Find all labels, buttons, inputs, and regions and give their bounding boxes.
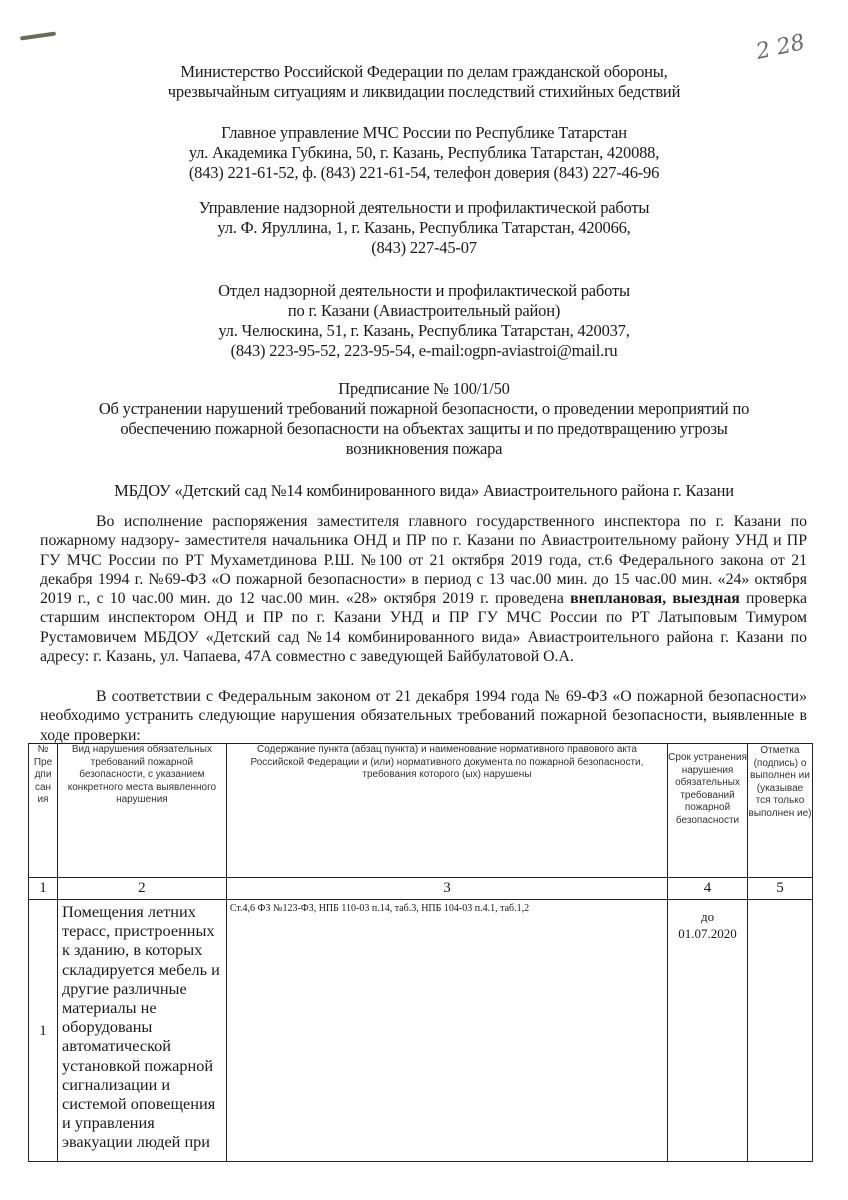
completion-mark xyxy=(748,900,813,1162)
paragraph-text: Во исполнение распоряжения заместителя главного государственного инспектора по г. Казани по пожарному надзору- заместителя начальника ОНД и ПР по г. Казани по Авиастроительному району УНД и ПР ГУ МЧС России по РТ Мухаметдинова Р.Ш. №100 от 21 октября 2019 года, ст.6 Федерального закона от 21 декабря 1994 г. №69-ФЗ «О пожарной безопасности» в период с 13 час.00 мин. до 15 час.00 мин. «24» октября 2019 г., с 10 час.00 мин. до 12 час.00 мин. «28» октября 2019 г. проведена xyxy=(40,513,807,608)
table-row xyxy=(29,900,813,1162)
directorate-phones: (843) 221-61-52, ф. (843) 221-61-54, телефон доверия (843) 227-46-96 xyxy=(188,163,660,182)
department-contacts: (843) 223-95-52, 223-95-54, e-mail:ogpn-aviastroi@mail.ru xyxy=(230,341,618,360)
supervision-address: ул. Ф. Яруллина, 1, г. Казань, Республика Татарстан, 420066, xyxy=(217,218,631,237)
organization-name: МБДОУ «Детский сад №14 комбинированного вида» Авиастроительного района г. Казани xyxy=(114,481,734,500)
row-number: 1 xyxy=(29,900,58,1162)
header-mark: Отметка (подпись) о выполнен ии (указывае тся только выполнен ие) xyxy=(748,744,813,878)
department-name: Отдел надзорной деятельности и профилактической работы xyxy=(218,281,630,300)
column-number: 4 xyxy=(668,878,748,900)
violation-description: Помещения летних терасс, пристроенных к зданию, в которых складируется мебель и другие различные материалы не оборудованы автоматической установкой пожарной сигнализации и системой оповещения и управления эвакуации людей при xyxy=(57,900,226,1162)
order-subject-line: обеспечению пожарной безопасности на объектах защиты и по предотвращению угрозы xyxy=(120,419,728,438)
paragraph-text: В соответствии с Федеральным законом от 21 декабря 1994 года № 69-ФЗ «О пожарной безопасности» необходимо устранить следующие нарушения обязательных требований пожарной безопасности, выявленные в ходе проверки: xyxy=(40,688,807,744)
ministry-line: чрезвычайным ситуациям и ликвидации последствий стихийных бедствий xyxy=(167,82,681,101)
header-reference: Содержание пункта (абзац пункта) и наименование нормативного правового акта Российской Федерации и (или) нормативного документа по пожарной безопасности, требования которого (ых) нарушены xyxy=(226,744,667,878)
violations-table xyxy=(28,743,813,1162)
order-number: Предписание № 100/1/50 xyxy=(338,379,510,398)
column-number: 5 xyxy=(748,878,813,900)
column-number: 3 xyxy=(226,878,667,900)
violation-reference: Ст.4,6 ФЗ №123-ФЗ, НПБ 110-03 п.14, таб.3, НПБ 104-03 п.4.1, таб.1,2 xyxy=(226,900,667,1162)
department-block xyxy=(100,281,748,361)
directorate-name: Главное управление МЧС России по Республике Татарстан xyxy=(221,123,627,142)
table-header-row xyxy=(29,744,813,878)
deadline-cell xyxy=(668,900,748,1162)
directorate-address: ул. Академика Губкина, 50, г. Казань, Республика Татарстан, 420088, xyxy=(188,143,660,162)
inspection-paragraph xyxy=(40,512,807,666)
handwritten-page-number: 2 28 xyxy=(753,30,808,65)
header-deadline: Срок устранения нарушения обязательных требований пожарной безопасности xyxy=(668,744,748,878)
department-address: ул. Челюскина, 51, г. Казань, Республика Татарстан, 420037, xyxy=(218,321,630,340)
order-title xyxy=(40,379,808,459)
ministry-header xyxy=(100,62,748,102)
header-violation: Вид нарушения обязательных требований пожарной безопасности, с указанием конкретного места выявленного нарушения xyxy=(57,744,226,878)
supervision-directorate-block xyxy=(100,198,748,258)
column-number: 1 xyxy=(29,878,58,900)
violations-intro-paragraph xyxy=(40,687,807,745)
supervision-name: Управление надзорной деятельности и профилактической работы xyxy=(198,198,650,217)
order-subject-line: Об устранении нарушений требований пожарной безопасности, о проведении мероприятий по xyxy=(98,399,750,418)
inspection-type: внеплановая, выездная xyxy=(570,590,740,608)
column-number-row xyxy=(29,878,813,900)
deadline-date: 01.07.2020 xyxy=(678,926,737,941)
main-directorate-block xyxy=(100,123,748,183)
order-subject-line: возникновения пожара xyxy=(345,439,503,458)
paragraph-text: проверка старшим инспектором ОНД и ПР по г. Казани УНД и ПР ГУ МЧС России по РТ Латыповым Тимуром Рустамовичем МБДОУ «Детский сад №14 комбинированного вида» Авиастроительного района г. Казани по адресу: г. Казань, ул. Чапаева, 47А совместно с заведующей Байбулатовой О.А. xyxy=(40,590,807,666)
staple-mark xyxy=(20,32,56,41)
column-number: 2 xyxy=(57,878,226,900)
department-district: по г. Казани (Авиастроительный район) xyxy=(287,301,561,320)
deadline-prefix: до xyxy=(700,909,715,924)
header-number: № Пре дпи сан ия xyxy=(29,744,58,878)
supervision-phone: (843) 227-45-07 xyxy=(371,238,477,257)
ministry-line: Министерство Российской Федерации по делам гражданской обороны, xyxy=(180,62,668,81)
